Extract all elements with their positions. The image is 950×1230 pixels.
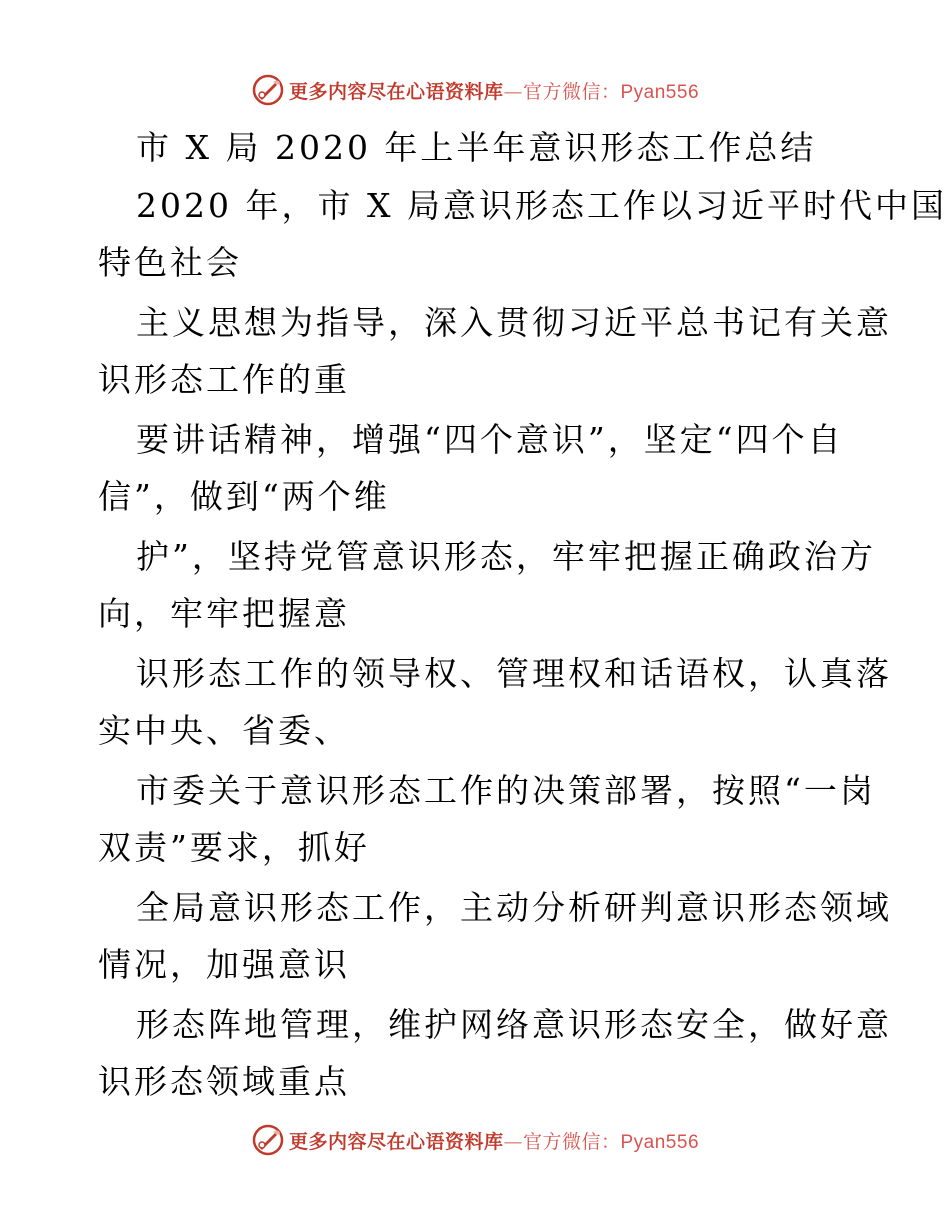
header-promo-text: 更多内容尽在心语资料库: [288, 80, 504, 103]
paragraph-line: 市委关于意识形态工作的决策部署，按照“一岗: [136, 771, 876, 810]
paragraph-line: 向，牢牢把握意: [98, 594, 350, 633]
footer-banner: [0, 1120, 950, 1160]
header-banner: [0, 70, 950, 110]
footer-dash: —: [503, 1130, 523, 1153]
paragraph-line: 识形态领域重点: [98, 1062, 350, 1101]
paragraph-line: 双责”要求，抓好: [98, 828, 370, 867]
footer-promo-text: 更多内容尽在心语资料库: [288, 1130, 504, 1153]
paragraph-line: 识形态工作的领导权、管理权和话语权，认真落: [136, 654, 892, 693]
footer-wechat-label: 官方微信：: [522, 1130, 621, 1153]
header-dash: —: [503, 80, 523, 103]
quill-logo-icon: [251, 1123, 285, 1157]
header-banner-text: [289, 77, 699, 104]
paragraph-line: 信”，做到“两个维: [98, 477, 390, 516]
paragraph-line: 2020 年，市 X 局意识形态工作以习近平时代中国: [136, 186, 947, 225]
paragraph-line: 特色社会: [98, 243, 242, 282]
quill-logo-icon: [251, 73, 285, 107]
paragraph-line: 识形态工作的重: [98, 360, 350, 399]
paragraph-line: 全局意识形态工作，主动分析研判意识形态领域: [136, 888, 892, 927]
paragraph-line: 实中央、省委、: [98, 711, 350, 750]
footer-wechat-id: Pyan556: [620, 1131, 700, 1153]
paragraph-line: 要讲话精神，增强“四个意识”，坚定“四个自: [136, 420, 844, 459]
header-wechat-label: 官方微信：: [522, 80, 621, 103]
paragraph-line: 形态阵地管理，维护网络意识形态安全，做好意: [136, 1005, 892, 1044]
header-wechat-id: Pyan556: [620, 81, 700, 103]
document-title: 市 X 局 2020 年上半年意识形态工作总结: [136, 128, 817, 167]
paragraph-line: 情况，加强意识: [98, 945, 350, 984]
footer-banner-text: [289, 1127, 699, 1154]
paragraph-line: 主义思想为指导，深入贯彻习近平总书记有关意: [136, 303, 892, 342]
paragraph-line: 护”，坚持党管意识形态，牢牢把握正确政治方: [136, 537, 876, 576]
